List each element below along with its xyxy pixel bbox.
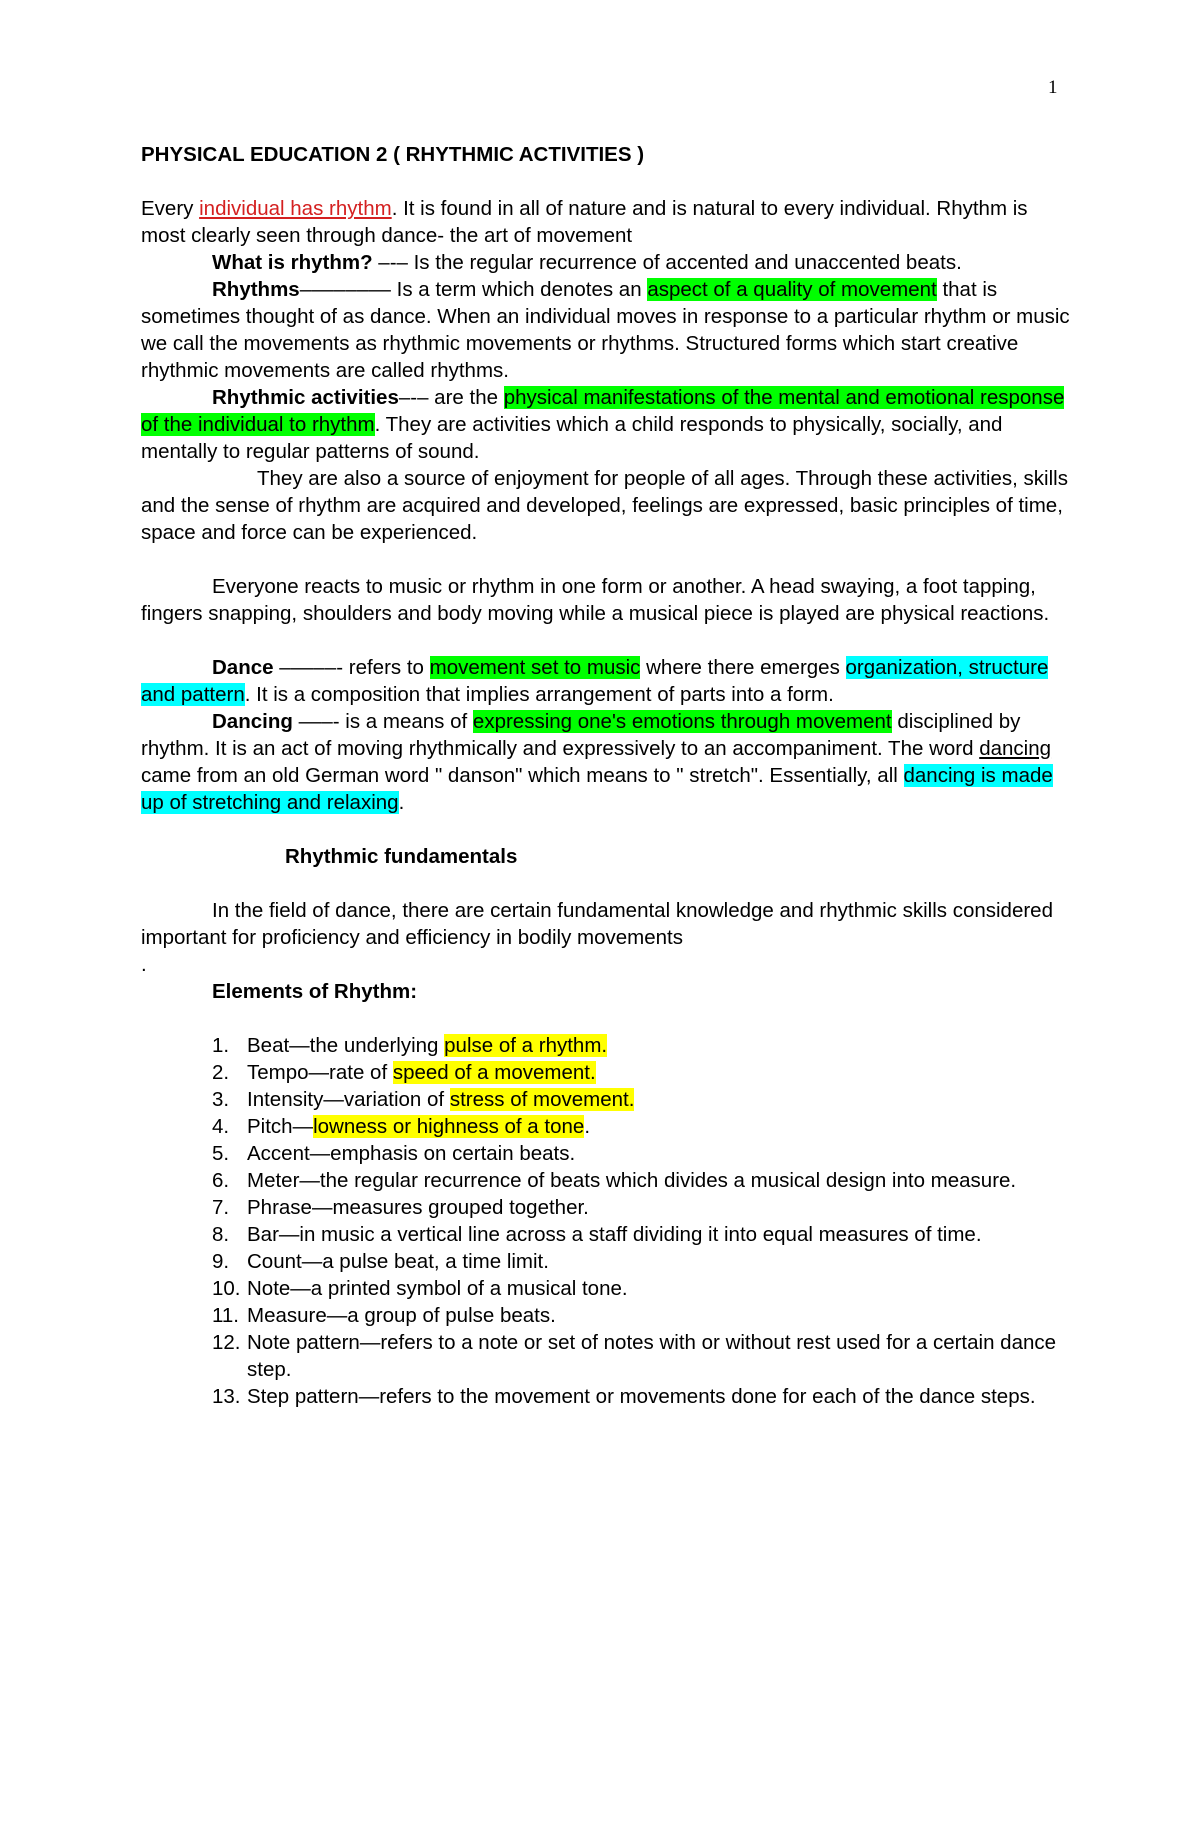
dance-highlight-green: movement set to music [429,656,641,679]
dance-paragraph [141,654,1071,708]
what-is-rhythm-term: What is rhythm? [212,251,373,274]
list-item [141,1140,1071,1167]
list-item-number: 8. [212,1223,230,1246]
list-item-number: 3. [212,1088,230,1111]
dancing-post: . [398,791,405,814]
rhythmic-activities-term: Rhythmic activities [212,386,399,409]
list-item [141,1113,1071,1140]
list-item-number: 9. [212,1250,230,1273]
dancing-underlined-word: dancing [979,737,1052,760]
list-item-text: Phrase—measures grouped together. [247,1196,589,1219]
enjoyment-paragraph: They are also a source of enjoyment for people of all ages. Through these activities, skills and the sense of rhythm are acquired and developed, feelings are expressed, basic principles of time, space and force can be experienced. [141,467,1068,544]
list-item-text: Accent—emphasis on certain beats. [247,1142,576,1165]
list-item [141,1302,1071,1329]
list-item-text: Bar—in music a vertical line across a staff dividing it into equal measures of time. [247,1223,982,1246]
list-item-post: . [584,1115,591,1138]
list-item-text: Pitch— [247,1115,314,1138]
document-title: PHYSICAL EDUCATION 2 ( RHYTHMIC ACTIVITIES ) [141,143,645,166]
elements-heading: Elements of Rhythm: [212,980,418,1003]
list-item-text: Meter—the regular recurrence of beats which divides a musical design into measure. [247,1169,1017,1192]
list-item-text: Tempo—rate of [247,1061,393,1084]
rhythmic-activities-highlight: physical manifestations of the mental and emotional response of the individual to rhythm [141,386,1065,436]
list-item [141,1383,1071,1410]
list-item [141,1248,1071,1275]
list-item-highlight: speed of a movement. [392,1061,596,1084]
rhythms-post: that is sometimes thought of as dance. When an individual moves in response to a particular rhythm or music we call the movements as rhythmic movements or rhythms. Structured forms which start creative rhythmic movements are called rhythms. [141,278,1070,382]
dance-term: Dance [212,656,274,679]
rhythms-term: Rhythms [212,278,300,301]
list-item [141,1059,1071,1086]
dancing-highlight-green: expressing one's emotions through movement [472,710,892,733]
list-item-highlight: lowness or highness of a tone [313,1115,585,1138]
list-item-number: 2. [212,1061,230,1084]
dancing-paragraph [141,708,1071,816]
list-item [141,1275,1071,1302]
what-is-rhythm-text: –-– Is the regular recurrence of accented and unaccented beats. [372,251,962,274]
intro-post: . It is found in all of nature and is natural to every individual. Rhythm is most clearly seen through dance- the art of movement [141,197,1028,247]
list-item-number: 7. [212,1196,230,1219]
list-item-number: 13. [212,1385,241,1408]
intro-paragraph [141,195,1071,249]
list-item-text: Beat—the underlying [247,1034,445,1057]
list-item-text: Count—a pulse beat, a time limit. [247,1250,549,1273]
dancing-highlight-cyan: dancing is made up of stretching and relaxing [141,764,1053,814]
list-item-number: 6. [212,1169,230,1192]
dance-pre: –––––- refers to [273,656,430,679]
everyone-paragraph: Everyone reacts to music or rhythm in one form or another. A head swaying, a foot tapping, fingers snapping, shoulders and body moving while a musical piece is played are physical reactions. [141,575,1050,625]
list-item-text: Intensity—variation of [247,1088,450,1111]
list-item [141,1221,1071,1248]
list-item-text: Note—a printed symbol of a musical tone. [247,1277,628,1300]
list-item-number: 1. [212,1034,230,1057]
list-item-highlight: pulse of a rhythm. [444,1034,608,1057]
list-item-number: 5. [212,1142,230,1165]
intro-pre: Every [141,197,200,220]
list-item-highlight: stress of movement. [449,1088,635,1111]
rhythmic-activities-pre: –-– are the [398,386,504,409]
list-item [141,1167,1071,1194]
dot-line: . [141,953,147,976]
rhythmic-activities-paragraph [141,384,1071,465]
dance-post: . It is a composition that implies arrangement of parts into a form. [244,683,834,706]
list-item-number: 12. [212,1331,241,1354]
dancing-mid2: came from an old German word " danson" which means to " stretch". Essentially, all [141,764,904,787]
dancing-pre: –––- is a means of [292,710,473,733]
list-item-text: Step pattern—refers to the movement or movements done for each of the dance steps. [247,1385,1036,1408]
dancing-mid1: disciplined by rhythm. It is an act of moving rhythmically and expressively to an accompaniment. The word [141,710,1021,760]
list-item-text: Measure—a group of pulse beats. [247,1304,556,1327]
rhythmic-activities-post: . They are activities which a child responds to physically, socially, and mentally to regular patterns of sound. [141,413,1003,463]
elements-list [141,1032,1071,1410]
list-item [141,1194,1071,1221]
list-item-number: 11. [212,1304,239,1327]
rhythms-pre: –––––––– Is a term which denotes an [299,278,648,301]
list-item-number: 10. [212,1277,241,1300]
list-item-number: 4. [212,1115,230,1138]
intro-link[interactable]: individual has rhythm [199,197,392,220]
rhythms-highlight: aspect of a quality of movement [647,278,937,301]
what-is-rhythm-paragraph [141,249,1071,276]
dance-mid: where there emerges [640,656,846,679]
list-item [141,1032,1071,1059]
document-body [141,141,1071,1410]
list-item [141,1329,1071,1383]
fundamentals-heading: Rhythmic fundamentals [285,845,518,868]
page-number: 1 [1048,77,1058,98]
rhythms-paragraph [141,276,1071,384]
list-item [141,1086,1071,1113]
dance-highlight-cyan: organization, structure and pattern [141,656,1049,706]
list-item-text: Note pattern—refers to a note or set of notes with or without rest used for a certain dance step. [247,1331,1057,1381]
dancing-term: Dancing [212,710,293,733]
fundamentals-paragraph: In the field of dance, there are certain fundamental knowledge and rhythmic skills considered important for proficiency and efficiency in bodily movements [141,899,1053,949]
